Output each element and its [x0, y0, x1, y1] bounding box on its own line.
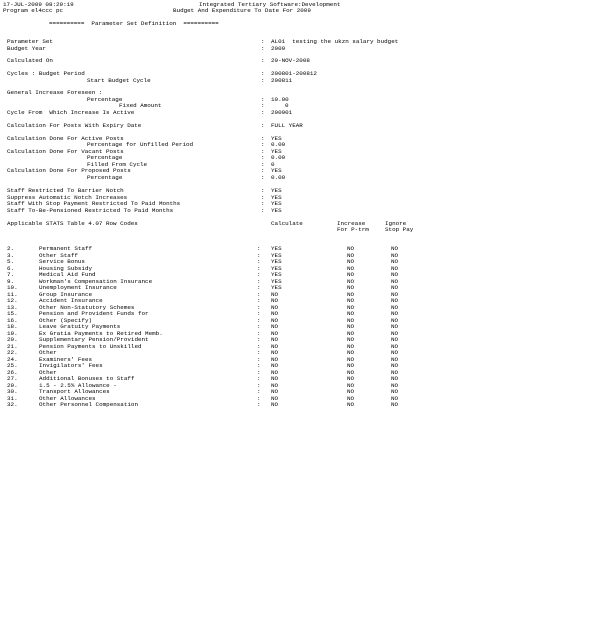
- parameter-set-label: Parameter Set: [7, 38, 53, 45]
- colon: :: [257, 245, 261, 252]
- row-increase: NO: [347, 362, 355, 369]
- budget-period-value: 200801-200812: [271, 70, 317, 77]
- colon: :: [261, 173, 265, 181]
- colon: :: [257, 303, 261, 311]
- colon: :: [257, 388, 261, 395]
- colon: :: [261, 206, 265, 214]
- suppress-notch-value: YES: [271, 193, 282, 201]
- budget-year-value: 2009: [271, 44, 286, 52]
- expiry-calc-value: FULL YEAR: [271, 121, 303, 129]
- row-increase: NO: [347, 284, 355, 291]
- row-ignore: NO: [391, 290, 399, 298]
- unfilled-pct-label: Percentage for Unfilled Period: [87, 141, 194, 148]
- row-increase: NO: [347, 258, 355, 265]
- colon: :: [257, 349, 261, 356]
- colon: :: [257, 394, 261, 402]
- row-label: Unemployment Insurance: [39, 284, 117, 291]
- row-code: 3.: [7, 251, 15, 259]
- colon: :: [257, 355, 261, 363]
- vacant-pct-value: 0.00: [271, 154, 286, 161]
- vacant-posts-label: Calculation Done For Vacant Posts: [7, 147, 124, 155]
- colon: :: [261, 154, 265, 161]
- table-caption: Applicable STATS Table 4.07 Row Codes: [7, 219, 138, 227]
- barrier-notch-value: YES: [271, 187, 282, 194]
- cycle-from-label: Cycle From Which Increase Is Active: [7, 108, 135, 116]
- row-increase: NO: [347, 297, 355, 304]
- fixed-amount-label: Fixed Amount: [119, 102, 162, 109]
- row-increase: NO: [347, 245, 355, 252]
- row-label: Group Insurance: [39, 290, 93, 298]
- row-calculate: NO: [271, 355, 279, 363]
- colon: :: [261, 167, 265, 174]
- row-calculate: YES: [271, 251, 282, 259]
- row-label: Other Staff: [39, 251, 78, 259]
- filled-from-value: 0: [271, 160, 275, 168]
- row-label: Supplementary Pension/Provident: [39, 336, 149, 343]
- row-ignore: NO: [391, 394, 399, 402]
- row-calculate: NO: [271, 401, 279, 408]
- row-increase: NO: [347, 388, 355, 395]
- row-ignore: NO: [391, 388, 399, 395]
- row-increase: NO: [347, 381, 355, 389]
- row-increase: NO: [347, 394, 355, 402]
- proposed-pct-label: Percentage: [87, 173, 123, 181]
- row-calculate: YES: [271, 277, 282, 285]
- colon: :: [261, 187, 265, 194]
- row-calculate: NO: [271, 362, 279, 369]
- report-title: Budget And Expenditure To Date For 2009: [173, 7, 311, 15]
- row-calculate: NO: [271, 329, 279, 337]
- colon: :: [261, 200, 265, 207]
- colon: :: [257, 251, 261, 259]
- colon: :: [257, 284, 261, 291]
- row-code: 24.: [7, 355, 18, 363]
- row-code: 18.: [7, 323, 18, 330]
- colon: :: [257, 381, 261, 389]
- colon: :: [257, 290, 261, 298]
- row-label: Examiners' Fees: [39, 355, 93, 363]
- pensioned-label: Staff To-Be-Pensioned Restricted To Paid Months: [7, 206, 174, 214]
- suppress-notch-label: Suppress Automatic Notch Increases: [7, 193, 128, 201]
- report-datetime: 17-JUL-2009 08:29:19: [3, 1, 74, 8]
- colon: :: [261, 121, 265, 129]
- row-ignore: NO: [391, 258, 399, 265]
- row-code: 10.: [7, 284, 18, 291]
- general-increase-label: General Increase Foreseen :: [7, 89, 103, 96]
- row-calculate: NO: [271, 316, 279, 324]
- colon: :: [261, 70, 265, 77]
- expiry-calc-label: Calculation For Posts With Expiry Date: [7, 121, 142, 129]
- row-increase: NO: [347, 349, 355, 356]
- row-increase: NO: [347, 251, 355, 259]
- row-ignore: NO: [391, 336, 399, 343]
- row-calculate: NO: [271, 349, 279, 356]
- colon: :: [257, 368, 261, 376]
- row-increase: NO: [347, 342, 355, 350]
- row-ignore: NO: [391, 355, 399, 363]
- row-label: Leave Gratuity Payments: [39, 323, 121, 330]
- colon: :: [261, 193, 265, 201]
- colon: :: [257, 401, 261, 408]
- colon: :: [257, 264, 261, 272]
- colon: :: [261, 141, 265, 148]
- row-calculate: NO: [271, 297, 279, 304]
- colon: :: [257, 258, 261, 265]
- row-label: Ex Gratia Payments to Retired Memb.: [39, 329, 163, 337]
- row-ignore: NO: [391, 303, 399, 311]
- percentage-label: Percentage: [87, 95, 123, 103]
- col-header-ignore-sub: Stop Pay: [385, 226, 414, 233]
- row-code: 16.: [7, 316, 18, 324]
- row-label: Permanent Staff: [39, 245, 93, 252]
- colon: :: [257, 342, 261, 350]
- row-increase: NO: [347, 316, 355, 324]
- colon: :: [261, 134, 265, 142]
- row-label: Other Allowances: [39, 394, 96, 402]
- row-calculate: YES: [271, 271, 282, 278]
- row-calculate: NO: [271, 375, 279, 382]
- row-label: Other: [39, 368, 57, 376]
- stop-payment-value: YES: [271, 200, 282, 207]
- row-ignore: NO: [391, 375, 399, 382]
- row-calculate: NO: [271, 394, 279, 402]
- row-code: 20.: [7, 336, 18, 343]
- row-calculate: NO: [271, 310, 279, 317]
- row-code: 21.: [7, 342, 18, 350]
- row-code: 12.: [7, 297, 18, 304]
- budget-year-label: Budget Year: [7, 44, 46, 52]
- row-code: 31.: [7, 394, 18, 402]
- row-ignore: NO: [391, 316, 399, 324]
- row-code: 9.: [7, 277, 15, 285]
- colon: :: [257, 336, 261, 343]
- parameter-set-value: AL01 testing the ukzn salary budget: [271, 38, 399, 45]
- fixed-amount-value: 0: [285, 102, 289, 109]
- row-code: 11.: [7, 290, 18, 298]
- colon: :: [257, 375, 261, 382]
- row-code: 25.: [7, 362, 18, 369]
- start-budget-cycle-label: Start Budget Cycle: [87, 76, 151, 84]
- row-increase: NO: [347, 271, 355, 278]
- row-ignore: NO: [391, 329, 399, 337]
- report-document: [3, 2, 597, 462]
- row-increase: NO: [347, 355, 355, 363]
- row-label: Accident Insurance: [39, 297, 103, 304]
- row-ignore: NO: [391, 349, 399, 356]
- colon: :: [261, 44, 265, 52]
- row-calculate: NO: [271, 368, 279, 376]
- row-code: 6.: [7, 264, 15, 272]
- row-label: Medical Aid Fund: [39, 271, 96, 278]
- row-code: 26.: [7, 368, 18, 376]
- row-increase: NO: [347, 303, 355, 311]
- row-label: Service Bonus: [39, 258, 85, 265]
- colon: :: [257, 362, 261, 369]
- row-calculate: NO: [271, 342, 279, 350]
- row-calculate: NO: [271, 290, 279, 298]
- row-code: 5.: [7, 258, 15, 265]
- row-increase: NO: [347, 401, 355, 408]
- row-calculate: YES: [271, 284, 282, 291]
- colon: :: [257, 310, 261, 317]
- row-ignore: NO: [391, 297, 399, 304]
- col-header-ignore: Ignore: [385, 219, 407, 227]
- row-label: Pension Payments to Unskilled: [39, 342, 142, 350]
- row-calculate: NO: [271, 323, 279, 330]
- colon: :: [257, 329, 261, 337]
- row-code: 19.: [7, 329, 18, 337]
- colon: :: [261, 76, 265, 84]
- row-ignore: NO: [391, 362, 399, 369]
- colon: :: [261, 102, 265, 109]
- row-label: Other: [39, 349, 57, 356]
- row-label: Pension and Provident Funds for: [39, 310, 149, 317]
- row-ignore: NO: [391, 277, 399, 285]
- start-budget-cycle-value: 200811: [271, 76, 293, 84]
- row-increase: NO: [347, 368, 355, 376]
- col-header-increase-sub: For P-trm: [337, 226, 369, 233]
- row-label: Workman's Compensation Insurance: [39, 277, 153, 285]
- program-name: Program el4ccc pc: [3, 7, 64, 15]
- row-ignore: NO: [391, 251, 399, 259]
- colon: :: [257, 277, 261, 285]
- row-code: 22.: [7, 349, 18, 356]
- row-calculate: NO: [271, 388, 279, 395]
- row-code: 2.: [7, 245, 15, 252]
- colon: :: [261, 108, 265, 116]
- row-label: Other (Specify): [39, 316, 93, 324]
- colon: :: [261, 57, 265, 64]
- row-code: 13.: [7, 303, 18, 311]
- cycle-from-value: 200901: [271, 108, 293, 116]
- colon: :: [257, 316, 261, 324]
- row-calculate: YES: [271, 264, 282, 272]
- row-ignore: NO: [391, 284, 399, 291]
- row-label: Other Personnel Compensation: [39, 401, 138, 408]
- row-code: 7.: [7, 271, 15, 278]
- colon: :: [261, 38, 265, 45]
- row-label: Invigilators' Fees: [39, 362, 103, 369]
- row-ignore: NO: [391, 342, 399, 350]
- row-code: 29.: [7, 381, 18, 389]
- colon: :: [261, 147, 265, 155]
- barrier-notch-label: Staff Restricted To Barrier Notch: [7, 187, 124, 194]
- col-header-increase: Increase: [337, 219, 366, 227]
- row-calculate: NO: [271, 336, 279, 343]
- row-increase: NO: [347, 323, 355, 330]
- row-increase: NO: [347, 329, 355, 337]
- budget-period-label: Cycles : Budget Period: [7, 70, 85, 77]
- row-label: Additional Bonuses to Staff: [39, 375, 135, 382]
- vacant-pct-label: Percentage: [87, 154, 123, 161]
- row-ignore: NO: [391, 271, 399, 278]
- colon: :: [257, 271, 261, 278]
- row-ignore: NO: [391, 381, 399, 389]
- vacant-posts-value: YES: [271, 147, 282, 155]
- pensioned-value: YES: [271, 206, 282, 214]
- unfilled-pct-value: 0.00: [271, 141, 286, 148]
- row-increase: NO: [347, 264, 355, 272]
- row-ignore: NO: [391, 264, 399, 272]
- application-name: Integrated Tertiary Software:Development: [199, 1, 341, 8]
- row-increase: NO: [347, 336, 355, 343]
- proposed-posts-label: Calculation Done For Proposed Posts: [7, 167, 131, 174]
- row-ignore: NO: [391, 368, 399, 376]
- colon: :: [261, 160, 265, 168]
- row-label: Other Non-Statutory Schemes: [39, 303, 135, 311]
- section-title: ========== Parameter Set Definition ==========: [49, 20, 219, 27]
- row-label: Housing Subsidy: [39, 264, 93, 272]
- calculated-on-label: Calculated On: [7, 57, 53, 64]
- row-ignore: NO: [391, 245, 399, 252]
- row-ignore: NO: [391, 323, 399, 330]
- row-increase: NO: [347, 277, 355, 285]
- row-label: Transport Allowances: [39, 388, 110, 395]
- active-posts-label: Calculation Done For Active Posts: [7, 134, 124, 142]
- row-calculate: NO: [271, 381, 279, 389]
- row-increase: NO: [347, 310, 355, 317]
- row-code: 30.: [7, 388, 18, 395]
- row-calculate: NO: [271, 303, 279, 311]
- proposed-posts-value: YES: [271, 167, 282, 174]
- row-calculate: YES: [271, 258, 282, 265]
- row-code: 15.: [7, 310, 18, 317]
- colon: :: [257, 323, 261, 330]
- colon: :: [261, 95, 265, 103]
- colon: :: [257, 297, 261, 304]
- row-ignore: NO: [391, 401, 399, 408]
- proposed-pct-value: 0.00: [271, 173, 286, 181]
- col-header-calculate: Calculate: [271, 219, 303, 227]
- row-code: 32.: [7, 401, 18, 408]
- row-calculate: YES: [271, 245, 282, 252]
- row-increase: NO: [347, 290, 355, 298]
- filled-from-label: Filled From Cycle: [87, 160, 148, 168]
- active-posts-value: YES: [271, 134, 282, 142]
- calculated-on-value: 20-NOV-2008: [271, 57, 310, 64]
- row-increase: NO: [347, 375, 355, 382]
- row-ignore: NO: [391, 310, 399, 317]
- stop-payment-label: Staff With Stop Payment Restricted To Paid Months: [7, 200, 181, 207]
- percentage-value: 10.00: [271, 95, 289, 103]
- row-label: 1.5 - 2.5% Allowance -: [39, 381, 117, 389]
- row-code: 27.: [7, 375, 18, 382]
